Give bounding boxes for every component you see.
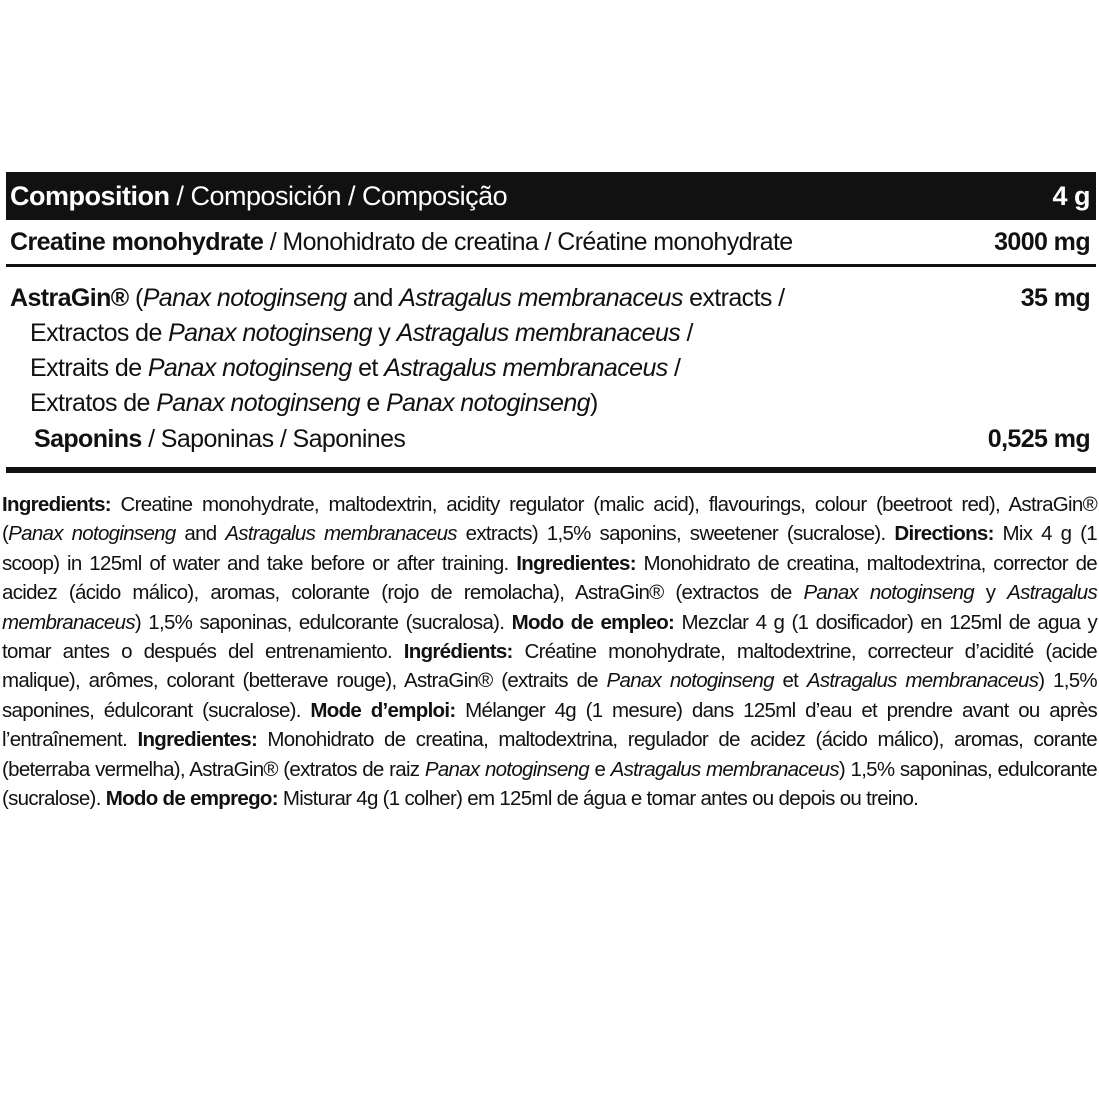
saponins-row <box>10 421 1096 457</box>
creatine-amount: 3000 mg <box>994 227 1090 256</box>
saponins-amount: 0,525 mg <box>987 425 1090 453</box>
astragin-row <box>6 267 1096 473</box>
saponins-label: Saponins / Saponinas / Saponines <box>34 425 406 453</box>
creatine-row <box>6 220 1096 267</box>
astragin-amount: 35 mg <box>1020 284 1090 312</box>
serving-amount: 4 g <box>1052 180 1090 211</box>
composition-header <box>6 172 1096 220</box>
astragin-label: AstraGin® (Panax notoginseng and Astragalus membranaceus extracts / Extractos de Panax notoginseng y Astragalus membranaceus / Extraits de Panax notoginseng et Astragalus membranaceus / Extratos de Panax notoginseng e Panax notoginseng) <box>10 284 785 417</box>
ingredients-text: Ingredients: Creatine monohydrate, maltodextrin, acidity regulator (malic acid), flavourings, colour (beetroot red), AstraGin® (Panax notoginseng and Astragalus membranaceus extracts) 1,5% saponins, sweetener (sucralose). Directions: Mix 4 g (1 scoop) in 125ml of water and take before or after training. Ingredientes: Monohidrato de creatina, maltodextrina, corrector de acidez (ácido málico), aromas, colorante (rojo de remolacha), AstraGin® (extractos de Panax notoginseng y Astragalus membranaceus) 1,5% saponinas, edulcorante (sucralosa). Modo de empleo: Mezclar 4 g (1 dosificador) en 125ml de agua y tomar antes o después del entrenamiento. Ingrédients: Créatine monohydrate, maltodextrine, correcteur d’acidité (acide malique), arômes, colorant (betterave rouge), AstraGin® (extraits de Panax notoginseng et Astragalus membranaceus) 1,5% saponines, édulcorant (sucralose). Mode d’emploi: Mélanger 4g (1 mesure) dans 125ml d’eau et prendre avant ou après l’entraînement. Ingredientes: Monohidrato de creatina, maltodextrina, regulador de acidez (ácido málico), aromas, corante (beterraba vermelha), AstraGin® (extratos de raiz Panax notoginseng e Astragalus membranaceus) 1,5% saponinas, edulcorante (sucralose). Modo de emprego: Misturar 4g (1 colher) em 125ml de água e tomar antes ou depois ou treino. <box>2 493 1098 811</box>
creatine-label: Creatine monohydrate / Monohidrato de creatina / Créatine monohydrate <box>10 227 793 256</box>
composition-title: Composition / Composición / Composição <box>10 180 508 211</box>
composition-table <box>6 172 1096 473</box>
